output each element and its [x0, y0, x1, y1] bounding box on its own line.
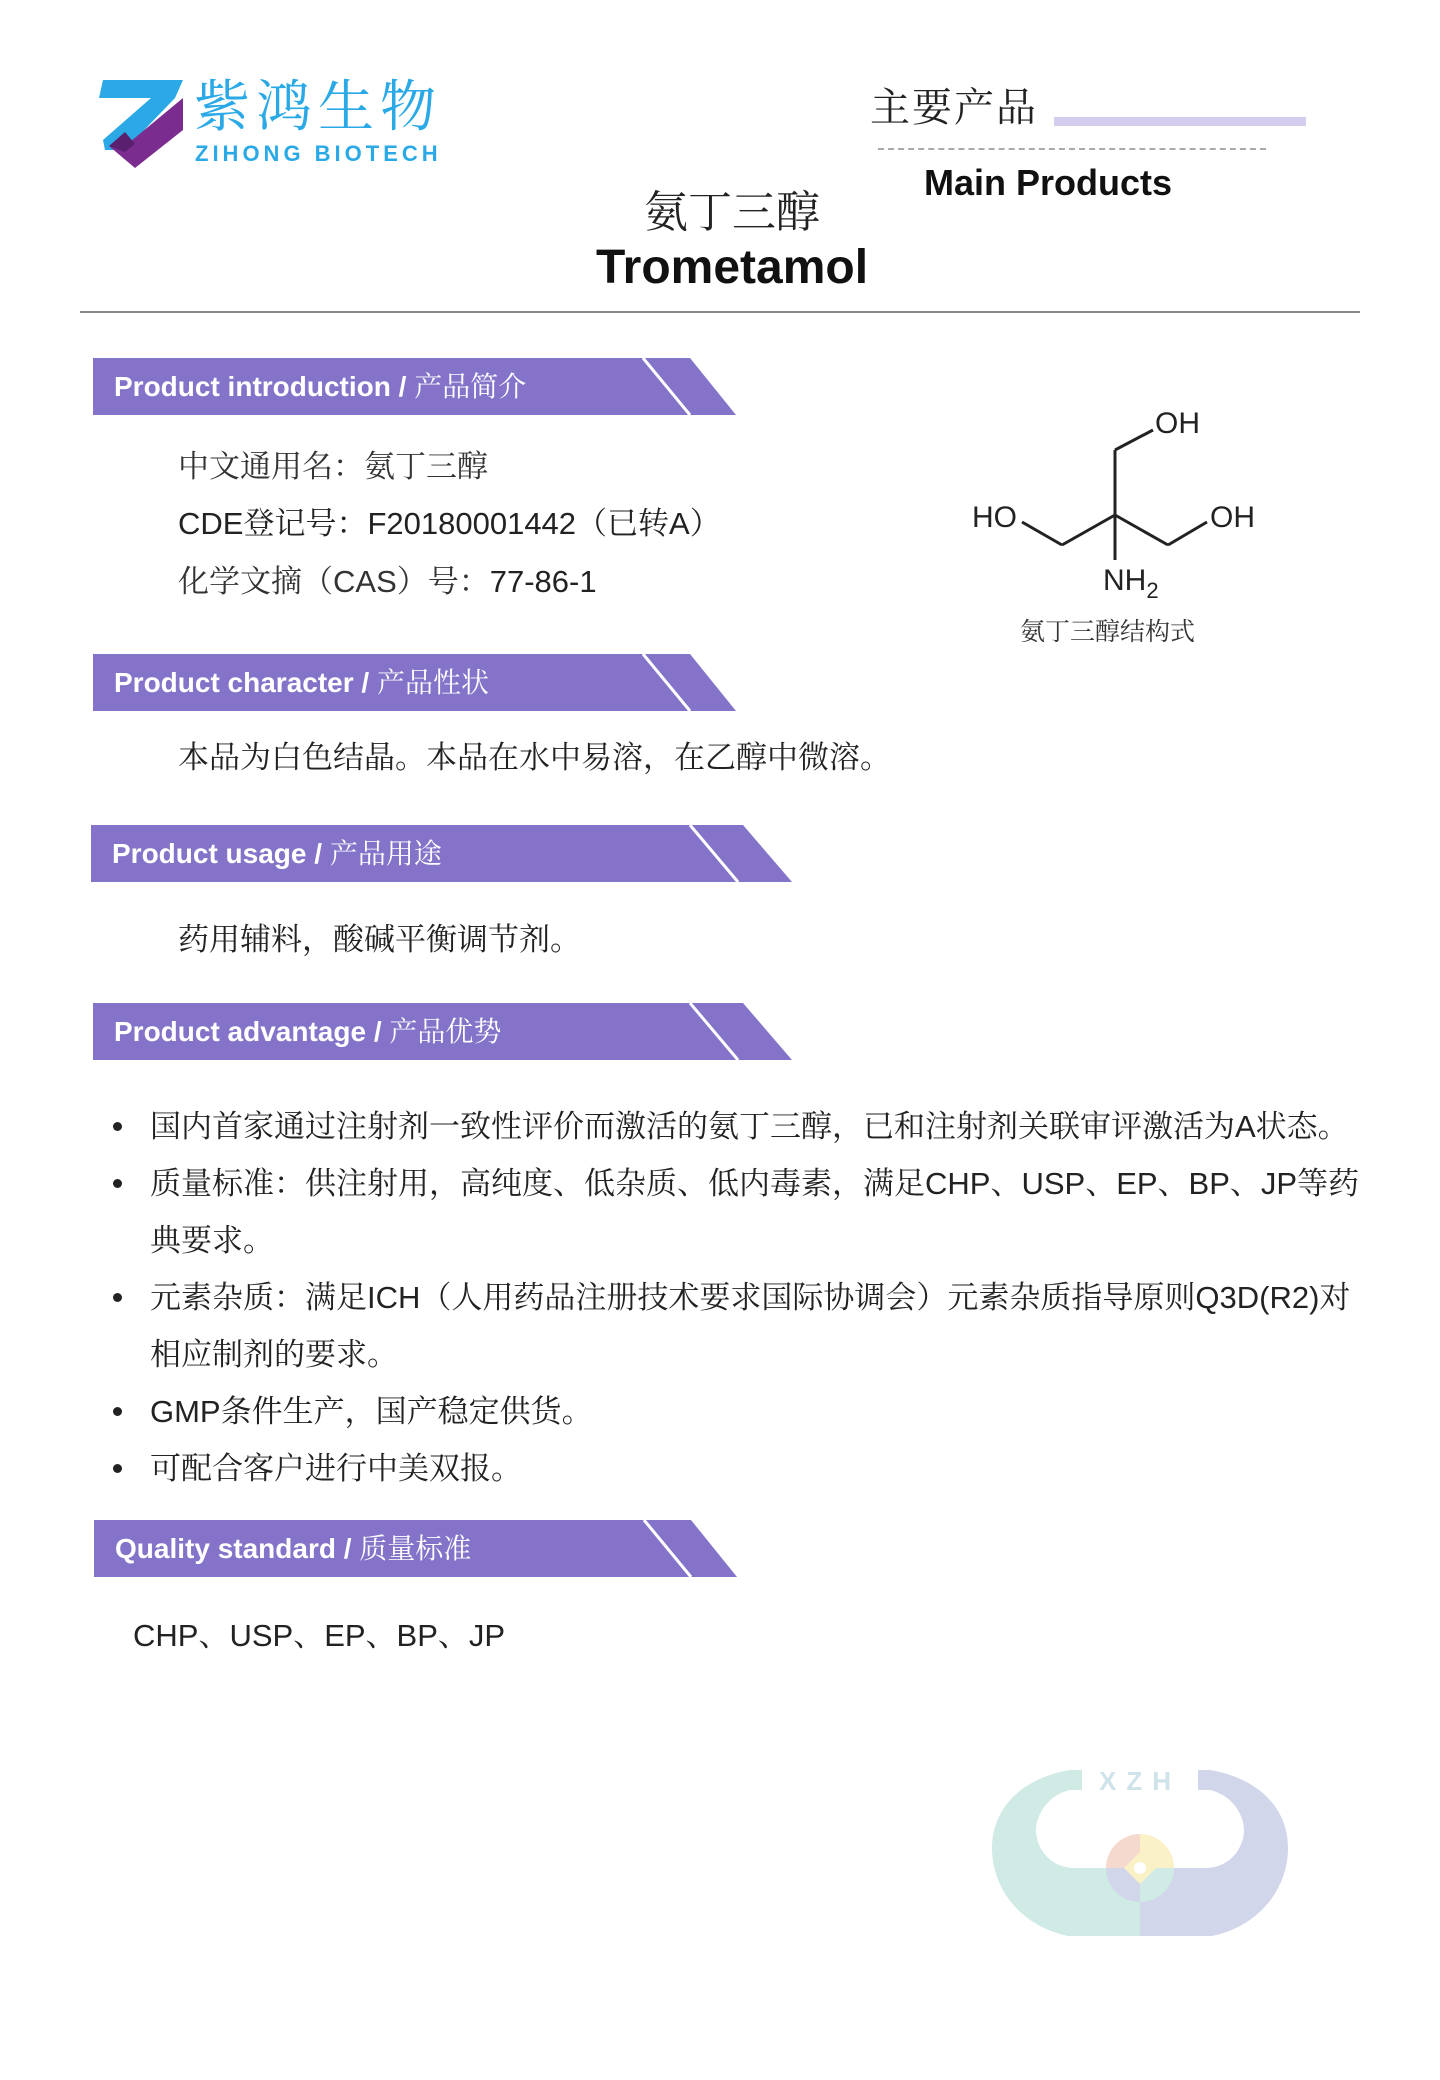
oh-label-right: OH — [1210, 501, 1255, 534]
chemical-structure-diagram — [960, 400, 1270, 610]
intro-line-cas-number: 化学文摘（CAS）号：77-86-1 — [178, 564, 597, 599]
bullet-icon — [113, 1179, 122, 1188]
bullet-icon — [113, 1122, 122, 1131]
section-title-cn: 产品简介 — [414, 371, 527, 402]
section-header-character — [93, 654, 736, 711]
logo-chinese-name: 紫鸿生物 — [194, 75, 442, 140]
oh-label-top: OH — [1155, 407, 1200, 440]
bullet-icon — [113, 1293, 122, 1302]
xzh-watermark-logo — [990, 1768, 1290, 1943]
ho-label-left: HO — [972, 501, 1017, 534]
list-item: 国内首家通过注射剂一致性评价而激活的氨丁三醇，已和注射剂关联审评激活为A状态。 — [110, 1098, 1380, 1155]
bullet-icon — [113, 1464, 122, 1473]
logo-english-name: ZIHONG BIOTECH — [195, 141, 442, 166]
usage-text: 药用辅料，酸碱平衡调节剂。 — [178, 922, 581, 957]
section-title-cn: 产品用途 — [329, 838, 442, 869]
watermark-text: XZH — [1099, 1768, 1181, 1796]
section-title-cn: 产品性状 — [376, 667, 489, 698]
header-divider — [80, 311, 1360, 313]
section-header-quality — [94, 1520, 737, 1577]
list-item: 元素杂质：满足ICH（人用药品注册技术要求国际协调会）元素杂质指导原则Q3D(R2)对相应制剂的要求。 — [110, 1269, 1380, 1383]
section-title-en: Product introduction / — [114, 371, 415, 402]
list-item: 质量标准：供注射用，高纯度、低杂质、低内毒素，满足CHP、USP、EP、BP、JP等药典要求。 — [110, 1155, 1380, 1269]
dotted-divider — [878, 148, 1266, 150]
section-header-advantage — [93, 1003, 792, 1060]
section-title-en: Product character / — [114, 667, 377, 698]
intro-line-common-name: 中文通用名：氨丁三醇 — [178, 449, 488, 484]
advantage-list — [110, 1098, 1380, 1497]
zihong-logo-icon — [95, 80, 185, 168]
bullet-icon — [113, 1407, 122, 1416]
list-item: GMP条件生产，国产稳定供货。 — [110, 1383, 1380, 1440]
quality-text: CHP、USP、EP、BP、JP — [133, 1618, 506, 1653]
section-title-cn: 质量标准 — [359, 1533, 472, 1564]
section-title-en: Product usage / — [112, 838, 330, 869]
main-products-en: Main Products — [924, 162, 1173, 203]
structure-caption: 氨丁三醇结构式 — [1020, 618, 1196, 646]
product-name-cn: 氨丁三醇 — [644, 188, 820, 237]
decorative-bar — [1054, 117, 1306, 126]
section-header-usage — [91, 825, 792, 882]
section-header-introduction — [93, 358, 736, 415]
list-item: 可配合客户进行中美双报。 — [110, 1440, 1380, 1497]
section-title-cn: 产品优势 — [389, 1016, 502, 1047]
intro-line-cde-number: CDE登记号：F20180001442（已转A） — [178, 506, 721, 541]
section-title-en: Quality standard / — [115, 1533, 360, 1564]
product-name-en: Trometamol — [595, 241, 869, 294]
section-title-en: Product advantage / — [114, 1016, 390, 1047]
nh-label: $NH_2$ — [1103, 564, 1159, 603]
main-products-cn: 主要产品 — [870, 86, 1038, 130]
character-text: 本品为白色结晶。本品在水中易溶，在乙醇中微溶。 — [178, 740, 891, 775]
